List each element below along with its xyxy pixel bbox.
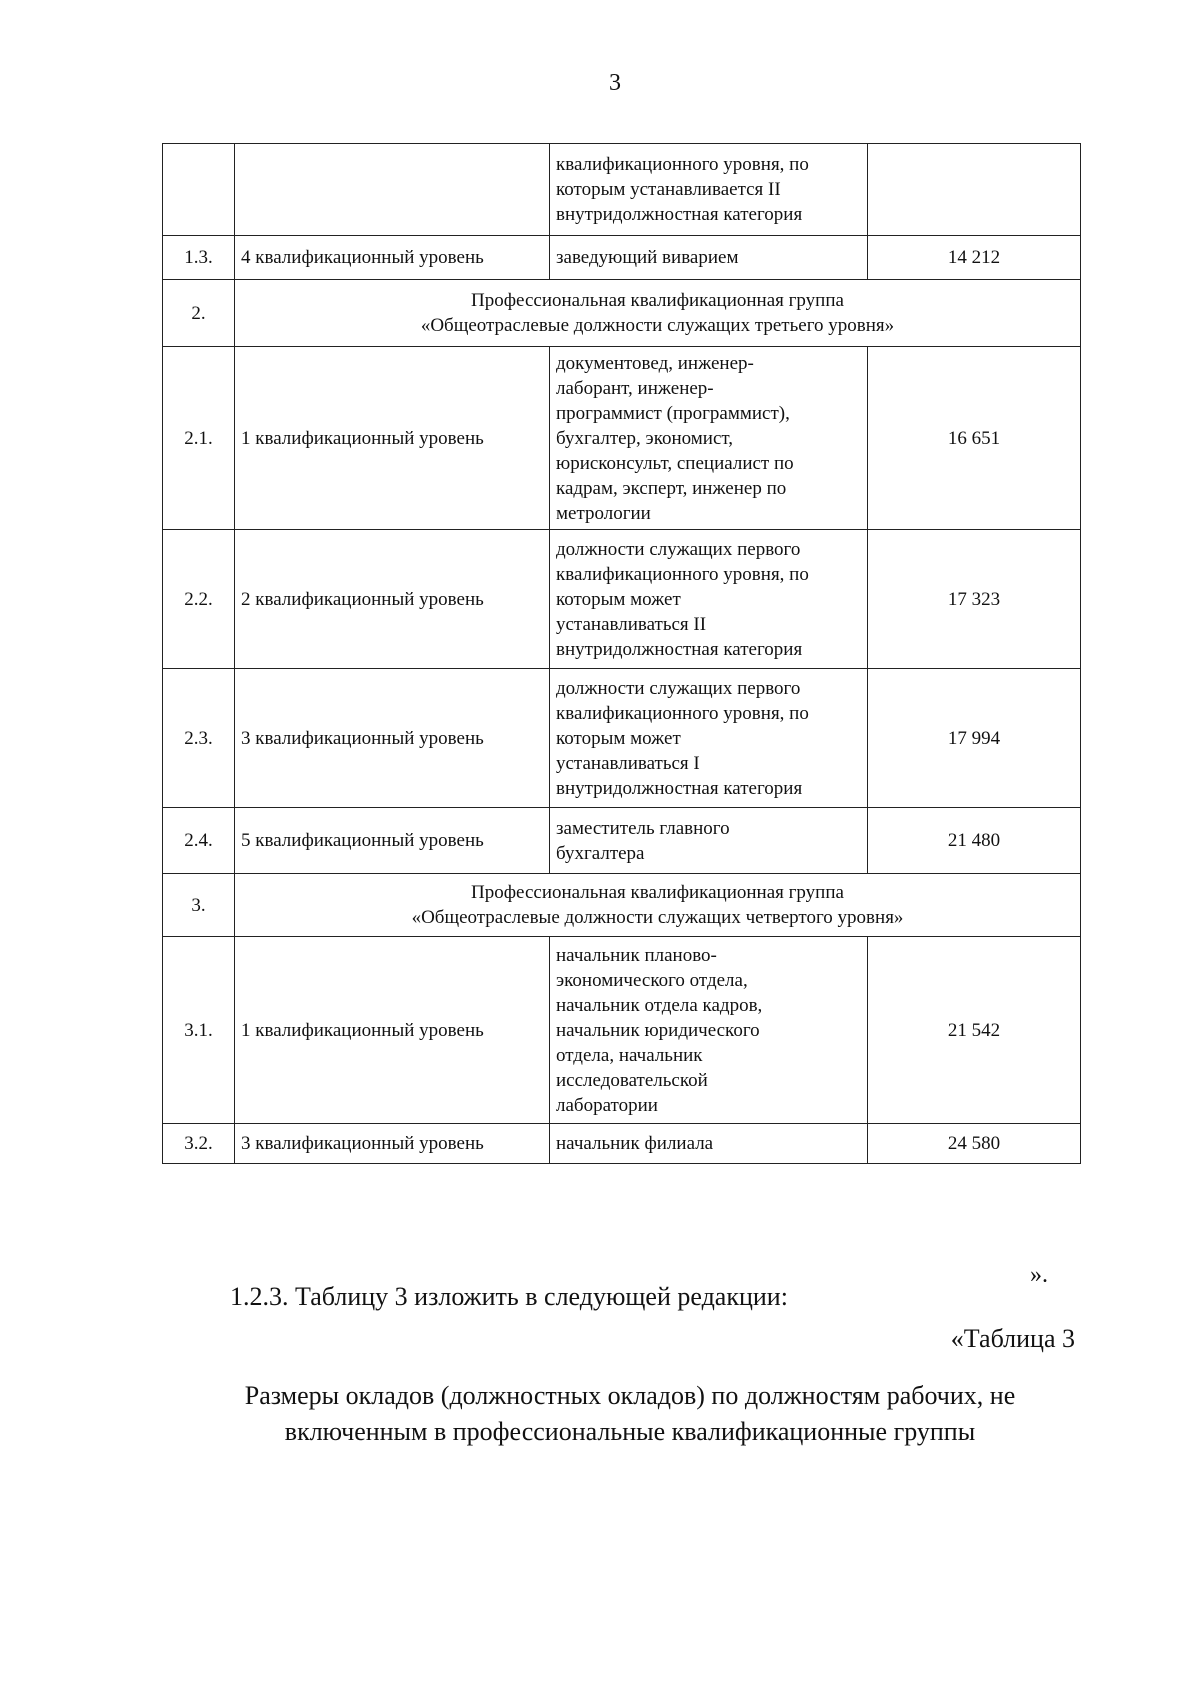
row-number: 2.4. <box>163 808 235 874</box>
row-number: 2. <box>163 280 235 347</box>
position-line: внутридолжностная категория <box>556 777 803 799</box>
qualification-level: 5 квалификационный уровень <box>235 808 550 874</box>
position-line: юрисконсульт, специалист по <box>556 452 794 474</box>
position-line: программист (программист), <box>556 402 790 424</box>
group-heading <box>235 874 1081 937</box>
salary-value: 21 480 <box>868 808 1081 874</box>
position-line: которым может <box>556 727 681 749</box>
table-row <box>163 144 1081 236</box>
position-line: метрологии <box>556 502 651 524</box>
qualification-level: 4 квалификационный уровень <box>235 236 550 280</box>
table-row <box>163 236 1081 280</box>
instruction-text: 1.2.3. Таблицу 3 изложить в следующей редакции: <box>230 1282 788 1311</box>
position-line: внутридолжностная категория <box>556 638 803 660</box>
group-heading-line: «Общеотраслевые должности служащих третьего уровня» <box>420 315 895 336</box>
row-number: 3. <box>163 874 235 937</box>
position-line: начальник юридического <box>556 1019 760 1041</box>
table-row <box>163 669 1081 808</box>
positions-cell <box>550 1124 868 1164</box>
group-row <box>163 280 1081 347</box>
qualification-level: 3 квалификационный уровень <box>235 1124 550 1164</box>
qualification-level: 1 квалификационный уровень <box>235 347 550 530</box>
position-line: документовед, инженер- <box>556 352 754 374</box>
position-line: бухгалтер, экономист, <box>556 427 734 449</box>
position-line: заведующий виварием <box>556 247 739 268</box>
row-number: 2.2. <box>163 530 235 669</box>
qualification-level: 2 квалификационный уровень <box>235 530 550 669</box>
position-line: бухгалтера <box>556 842 645 864</box>
positions-cell <box>550 530 868 669</box>
row-number: 3.2. <box>163 1124 235 1164</box>
table-title <box>150 1378 1110 1450</box>
positions-cell <box>550 236 868 280</box>
position-line: экономического отдела, <box>556 969 748 991</box>
position-line: устанавливаться II <box>556 613 707 635</box>
position-line: лаборатории <box>556 1094 658 1116</box>
salary-value: 16 651 <box>868 347 1081 530</box>
salary-value: 21 542 <box>868 937 1081 1124</box>
positions-cell <box>550 144 868 236</box>
position-line: устанавливаться I <box>556 752 700 774</box>
row-number: 2.3. <box>163 669 235 808</box>
group-heading-line: Профессиональная квалификационная группа <box>471 882 844 903</box>
position-line: которым устанавливается II <box>556 179 781 200</box>
salary-table <box>162 143 1081 1164</box>
salary-value: 24 580 <box>868 1124 1081 1164</box>
table-row <box>163 808 1081 874</box>
qualification-level: 1 квалификационный уровень <box>235 937 550 1124</box>
positions-cell <box>550 808 868 874</box>
positions-cell <box>550 347 868 530</box>
row-number: 3.1. <box>163 937 235 1124</box>
table-row <box>163 347 1081 530</box>
position-line: заместитель главного <box>556 817 730 839</box>
position-line: исследовательской <box>556 1069 708 1091</box>
qualification-level: 3 квалификационный уровень <box>235 669 550 808</box>
position-line: должности служащих первого <box>556 677 801 699</box>
position-line: начальник планово- <box>556 944 717 966</box>
position-line: начальник отдела кадров, <box>556 994 763 1016</box>
table-row <box>163 1124 1081 1164</box>
row-number: 2.1. <box>163 347 235 530</box>
position-line: начальник филиала <box>556 1133 714 1154</box>
qualification-level <box>235 144 550 236</box>
closing-quote: ». <box>1030 1262 1048 1288</box>
positions-cell <box>550 669 868 808</box>
position-line: должности служащих первого <box>556 538 801 560</box>
table-title-line: включенным в профессиональные квалификационные группы <box>284 1417 976 1446</box>
position-line: квалификационного уровня, по <box>556 154 809 175</box>
position-line: кадрам, эксперт, инженер по <box>556 477 787 499</box>
table-row <box>163 530 1081 669</box>
salary-value <box>868 144 1081 236</box>
position-line: лаборант, инженер- <box>556 377 714 399</box>
table-caption: «Таблица 3 <box>950 1324 1075 1353</box>
position-line: отдела, начальник <box>556 1044 703 1066</box>
group-heading <box>235 280 1081 347</box>
positions-cell <box>550 937 868 1124</box>
page-number: 3 <box>609 70 621 96</box>
group-heading-line: Профессиональная квалификационная группа <box>471 290 844 311</box>
row-number <box>163 144 235 236</box>
salary-value: 17 994 <box>868 669 1081 808</box>
table-row <box>163 937 1081 1124</box>
position-line: квалификационного уровня, по <box>556 563 809 585</box>
group-heading-line: «Общеотраслевые должности служащих четвертого уровня» <box>411 907 904 928</box>
position-line: которым может <box>556 588 681 610</box>
position-line: внутридолжностная категория <box>556 204 803 225</box>
salary-value: 14 212 <box>868 236 1081 280</box>
row-number: 1.3. <box>163 236 235 280</box>
salary-value: 17 323 <box>868 530 1081 669</box>
table-title-line: Размеры окладов (должностных окладов) по должностям рабочих, не <box>244 1381 1016 1410</box>
group-row <box>163 874 1081 937</box>
position-line: квалификационного уровня, по <box>556 702 809 724</box>
